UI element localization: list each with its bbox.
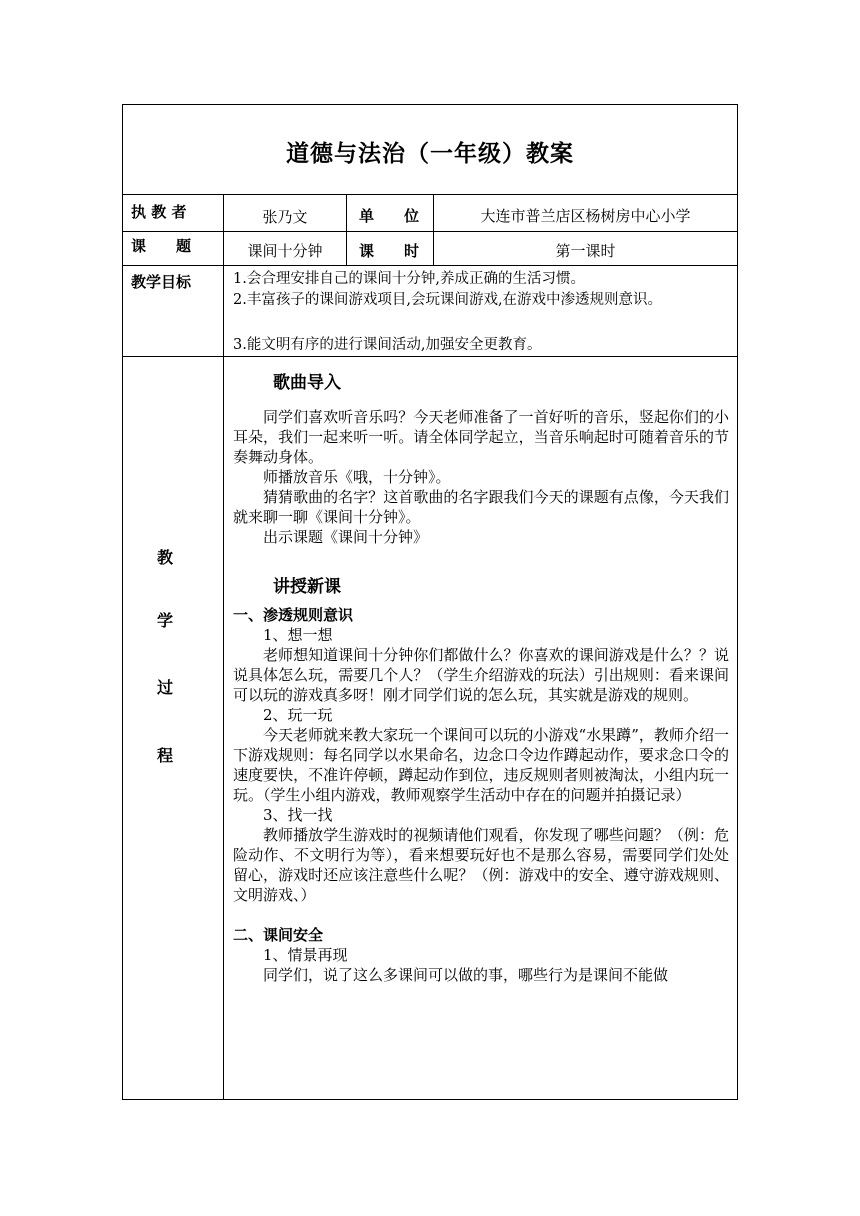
new-lesson-heading: 讲授新课 [273,577,341,597]
section-paragraph: 老师想知道课间十分钟你们都做什么？你喜欢的课间游戏是什么？？说说具体怎么玩，需要几个人？（学生介绍游戏的玩法）引出规则：看来课间可以玩的游戏真多呀！刚才同学们说的怎么玩，其实就是游戏的规则。 [233,646,729,704]
subsection-heading: 2、玩一玩 [263,706,333,724]
period-value: 第一课时 [555,242,616,260]
process-label-char: 教 [157,548,174,567]
teacher-value: 张乃文 [262,208,308,226]
song-paragraph: 猜猜歌曲的名字？这首歌曲的名字跟我们今天的课题有点像，今天我们就来聊一聊《课间十分钟》。 [233,488,729,526]
subsection-heading: 1、情景再现 [263,946,348,964]
topic-value: 课间十分钟 [247,242,323,260]
section-paragraph: 教师播放学生游戏时的视频请他们观看，你发现了哪些问题？（例：危险动作、不文明行为等），看来想要玩好也不是那么容易，需要同学们处处留心，游戏时还应该注意些什么呢？（例：游戏中的安全、遵守游戏规则、文明游戏、） [233,826,729,904]
process-content [233,369,729,985]
process-label-char: 过 [157,678,174,697]
table-rule [346,194,347,265]
goal-item: 3.能文明有序的进行课间活动,加强安全更教育。 [233,337,542,353]
document-title: 道德与法治（一年级）教案 [286,140,574,167]
topic-label: 课 题 [131,237,192,255]
period-label: 课 时 [359,242,420,260]
lesson-plan-table [122,104,738,1100]
unit-value: 大连市普兰店区杨树房中心小学 [480,207,691,225]
song-heading: 歌曲导入 [273,373,341,393]
goal-item: 1.会合理安排自己的课间十分钟,养成正确的生活习惯。 [233,271,585,287]
song-paragraph: 同学们喜欢听音乐吗？今天老师准备了一首好听的音乐，竖起你们的小耳朵，我们一起来听一听。请全体同学起立，当音乐响起时可随着音乐的节奏舞动身体。 [233,408,729,466]
process-label-char: 程 [157,746,174,765]
section-heading: 二、课间安全 [233,926,324,944]
table-rule [123,265,737,266]
subsection-heading: 3、找一找 [263,806,333,824]
goals-label: 教学目标 [131,273,192,291]
table-rule [223,194,224,1099]
table-rule [123,356,737,357]
section-paragraph: 今天老师就来教大家玩一个课间可以玩的小游戏“水果蹲”，教师介绍一下游戏规则：每名同学以水果命名，边念口令边作蹲起动作，要求念口令的速度要快，不准许停顿，蹲起动作到位，违反规则者则被淘汰，小组内玩一玩。（学生小组内游戏，教师观察学生活动中存在的问题并拍摄记录） [233,726,729,804]
goal-item: 2.丰富孩子的课间游戏项目,会玩课间游戏,在游戏中渗透规则意识。 [233,292,663,308]
song-paragraph: 师播放音乐《哦，十分钟》。 [263,468,451,486]
subsection-heading: 1、想一想 [263,626,333,644]
unit-label: 单 位 [359,207,420,225]
table-rule [123,231,737,232]
table-rule [123,194,737,195]
process-label-char: 学 [157,611,174,630]
song-paragraph: 出示课题《课间十分钟》 [263,528,429,546]
teacher-label: 执 教 者 [131,203,187,221]
section-heading: 一、渗透规则意识 [233,606,354,624]
section-paragraph: 同学们，说了这么多课间可以做的事，哪些行为是课间不能做 [263,966,669,984]
